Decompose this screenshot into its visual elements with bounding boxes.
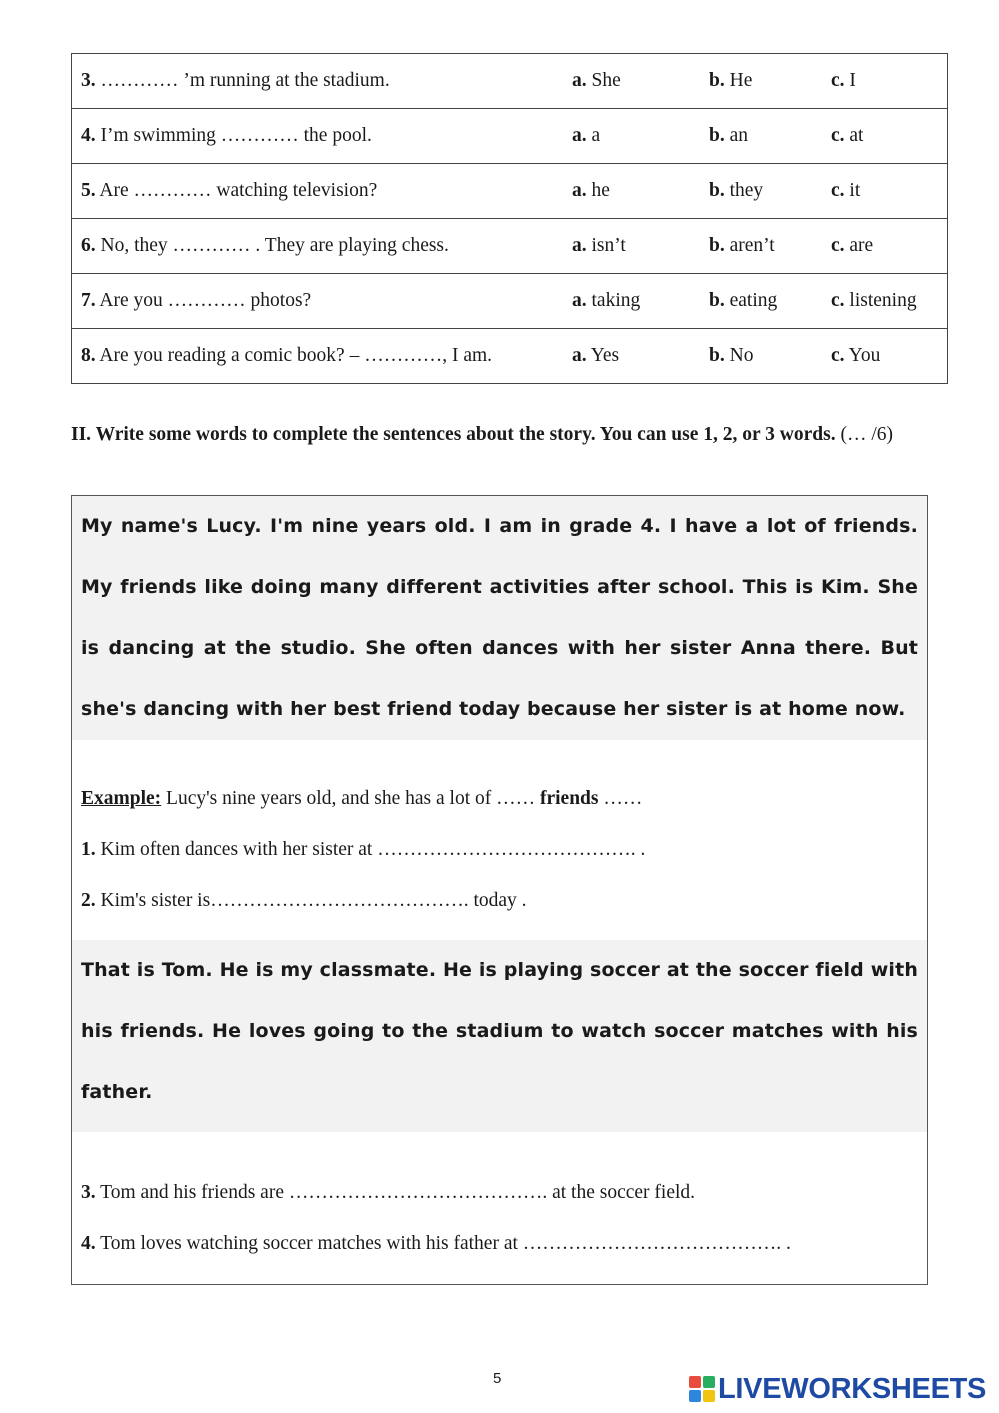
liveworksheets-logo[interactable] (689, 1374, 986, 1404)
mcq-option-b[interactable]: b. He (709, 70, 753, 91)
mcq-option-b[interactable]: b. No (709, 345, 754, 366)
story-box-1 (71, 495, 928, 942)
mcq-row (72, 329, 948, 384)
section-2-title: II. Write some words to complete the sentences about the story. You can use 1, 2, or 3 words. (71, 424, 836, 445)
mcq-row (72, 109, 948, 164)
question-1[interactable]: 1. Kim often dances with her sister at …………………………………. . (81, 839, 646, 860)
mcq-option-b[interactable]: b. aren’t (709, 235, 775, 256)
mcq-question: 6. No, they ………… . They are playing chess. (81, 235, 449, 256)
mcq-option-b[interactable]: b. they (709, 180, 764, 201)
mcq-option-c[interactable]: c. You (831, 345, 881, 366)
mcq-row (72, 274, 948, 329)
question-2[interactable]: 2. Kim's sister is…………………………………. today . (81, 890, 527, 911)
mcq-option-a[interactable]: a. She (572, 70, 621, 91)
example-answer: friends (539, 788, 599, 809)
example-label: Example: (81, 788, 162, 809)
story-lucy: My name's Lucy. I'm nine years old. I am in grade 4. I have a lot of friends. My friends like doing many different activities after school. This is Kim. She is dancing at the studio. She often dances with her sister Anna there. But she's dancing with her best friend today because her sister is at home now. (72, 496, 927, 740)
mcq-option-c[interactable]: c. it (831, 180, 861, 201)
question-3[interactable]: 3. Tom and his friends are …………………………………. at the soccer field. (81, 1182, 696, 1203)
story-tom: That is Tom. He is my classmate. He is playing soccer at the soccer field with his friends. He loves going to the stadium to watch soccer matches with his father. (72, 940, 927, 1132)
mcq-option-a[interactable]: a. isn’t (572, 235, 626, 256)
section-2-score: (… /6) (835, 424, 894, 445)
question-4[interactable]: 4. Tom loves watching soccer matches with his father at …………………………………. . (81, 1233, 791, 1254)
multiple-choice-table (71, 53, 948, 384)
mcq-question: 7. Are you ………… photos? (81, 290, 312, 311)
example-line: Example: Lucy's nine years old, and she has a lot of …… friends …… (81, 788, 643, 809)
mcq-question: 4. I’m swimming ………… the pool. (81, 125, 372, 146)
page-number: 5 (493, 1370, 502, 1387)
mcq-option-c[interactable]: c. at (831, 125, 864, 146)
mcq-option-a[interactable]: a. Yes (572, 345, 620, 366)
mcq-option-b[interactable]: b. an (709, 125, 749, 146)
brand-name: LIVEWORKSHEETS (718, 1372, 987, 1405)
mcq-option-c[interactable]: c. I (831, 70, 856, 91)
story-box-2 (71, 940, 928, 1285)
mcq-option-a[interactable]: a. a (572, 125, 601, 146)
mcq-question: 3. ………… ’m running at the stadium. (81, 70, 390, 91)
mcq-option-c[interactable]: c. listening (831, 290, 917, 311)
mcq-option-c[interactable]: c. are (831, 235, 874, 256)
mcq-question: 8. Are you reading a comic book? – …………, I am. (81, 345, 493, 366)
mcq-row (72, 54, 948, 109)
liveworksheets-icon (689, 1376, 715, 1402)
mcq-row (72, 164, 948, 219)
mcq-row (72, 219, 948, 274)
mcq-option-a[interactable]: a. taking (572, 290, 641, 311)
mcq-question: 5. Are ………… watching television? (81, 180, 378, 201)
mcq-option-a[interactable]: a. he (572, 180, 610, 201)
section-2-heading (71, 416, 901, 453)
mcq-option-b[interactable]: b. eating (709, 290, 778, 311)
